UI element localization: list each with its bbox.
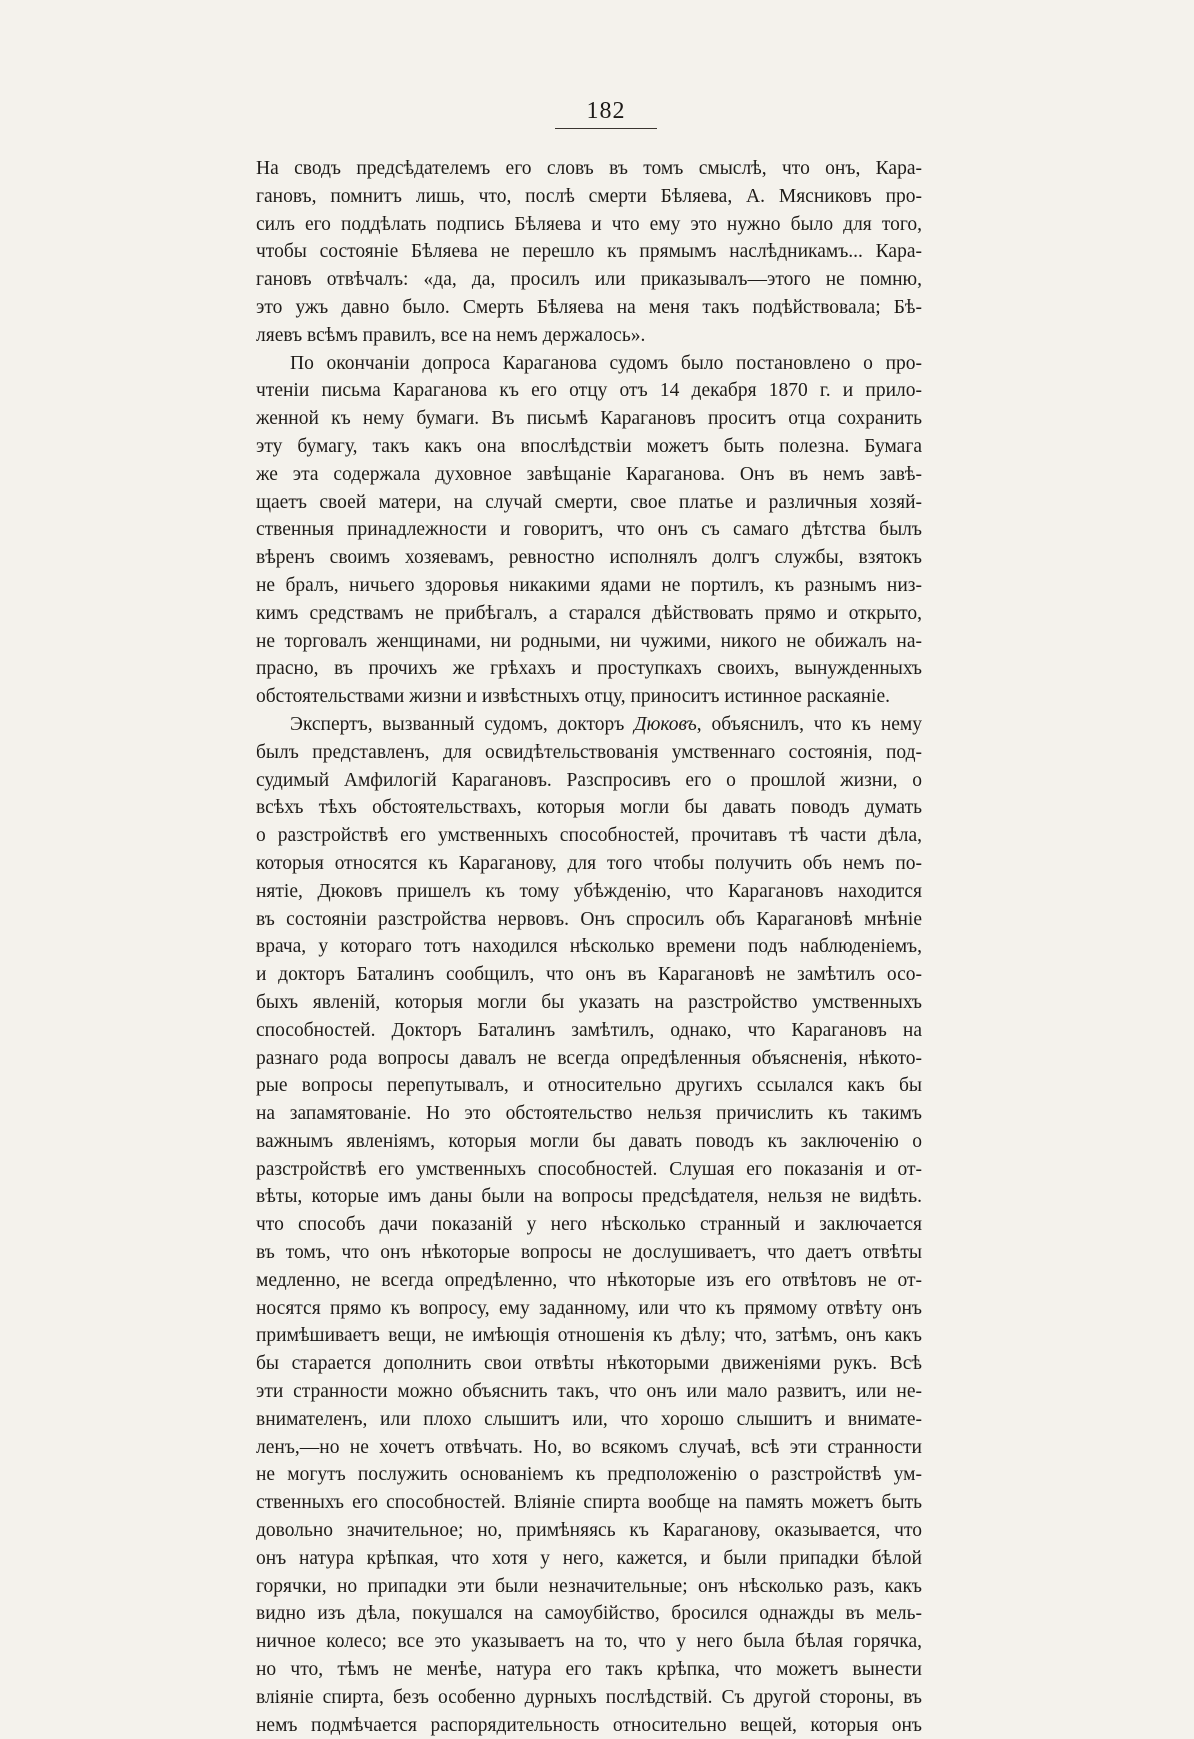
text-line: судимый Амфилогій Карагановъ. Разспросивъ его о прошлой жизни, о [256, 769, 922, 791]
text-line: довольно значительное; но, примѣняясь къ Караганову, оказывается, что [256, 1520, 922, 1542]
text-line: не торговалъ женщинами, ни родными, ни чужими, никого не обижалъ на- [256, 630, 922, 652]
text-line: прасно, въ прочихъ же грѣхахъ и проступкахъ своихъ, вынужденныхъ [256, 658, 922, 680]
text-line: о разстройствѣ его умственныхъ способностей, прочитавъ тѣ части дѣла, [256, 825, 922, 847]
text-line: ственныя принадлежности и говоритъ, что онъ съ самаго дѣтства былъ [256, 519, 922, 541]
text-line: на запамятованіе. Но это обстоятельство нельзя причислить къ такимъ [256, 1103, 922, 1125]
text-line: обстоятельствами жизни и извѣстныхъ отцу, приноситъ истинное раскаяніе. [256, 686, 890, 708]
text-line: важнымъ явленіямъ, которыя могли бы давать поводъ къ заключенію о [256, 1130, 922, 1152]
text-line: не бралъ, ничьего здоровья никакими ядами не портилъ, къ разнымъ низ- [256, 574, 922, 596]
italic-surname: Дюковъ [634, 713, 697, 735]
text-line: кимъ средствамъ не прибѣгалъ, а старался дѣйствовать прямо и открыто, [256, 602, 922, 624]
text-line: видно изъ дѣла, покушался на самоубійство, бросился однажды въ мель- [256, 1603, 922, 1625]
text-line: горячки, но припадки эти были незначительные; онъ нѣсколько разъ, какъ [256, 1575, 922, 1597]
text-line: же эта содержала духовное завѣщаніе Караганова. Онъ въ немъ завѣ- [256, 463, 922, 485]
text-line: По окончаніи допроса Караганова судомъ было постановлено о про- [290, 352, 922, 374]
text-line: вѣты, которые имъ даны были на вопросы предсѣдателя, нельзя не видѣть. [256, 1186, 922, 1208]
text-line: чтеніи письма Караганова къ его отцу отъ 14 декабря 1870 г. и прило- [256, 380, 922, 402]
text-line: На сводъ предсѣдателемъ его словъ въ томъ смыслѣ, что онъ, Кара- [256, 158, 922, 179]
text-line: чтобы состояніе Бѣляева не перешло къ прямымъ наслѣдникамъ... Кара- [256, 241, 922, 263]
text-line: въ состояніи разстройства нервовъ. Онъ спросилъ объ Карагановѣ мнѣніе [256, 908, 922, 930]
text-line: ленъ,—но не хочетъ отвѣчать. Но, во всякомъ случаѣ, всѣ эти странности [256, 1436, 922, 1458]
text-line: но что, тѣмъ не менѣе, натура его такъ крѣпка, что можетъ вынести [256, 1659, 922, 1681]
text-line: гановъ, помнитъ лишь, что, послѣ смерти Бѣляева, А. Мясниковъ про- [256, 185, 922, 207]
text-line: вліяніе спирта, безъ особенно дурныхъ послѣдствій. Съ другой стороны, въ [256, 1686, 922, 1708]
text-line: эти странности можно объяснить такъ, что онъ или мало развитъ, или не- [256, 1381, 922, 1403]
text-line: женной къ нему бумаги. Въ письмѣ Карагановъ проситъ отца сохранить [256, 408, 922, 430]
text-line: ничное колесо; все это указываетъ на то, что у него была бѣлая горячка, [256, 1631, 922, 1653]
text-line: онъ натура крѣпкая, что хотя у него, кажется, и были припадки бѣлой [256, 1547, 922, 1569]
text-line: внимателенъ, или плохо слышитъ или, что хорошо слышитъ и внимате- [256, 1408, 922, 1430]
text-line: ственныхъ его способностей. Вліяніе спирта вообще на память можетъ быть [256, 1492, 922, 1514]
text-line: вѣренъ своимъ хозяевамъ, ревностно исполнялъ долгъ службы, взятокъ [256, 547, 922, 569]
text-line: всѣхъ тѣхъ обстоятельствахъ, которыя могли бы давать поводъ думать [256, 797, 922, 819]
page-number-rule [555, 128, 657, 129]
text-line: врача, у котораго тотъ находился нѣсколько времени подъ наблюденіемъ, [256, 936, 922, 958]
text-line: носятся прямо къ вопросу, ему заданному, или что къ прямому отвѣту онъ [256, 1297, 922, 1319]
text-line: не могутъ послужить основаніемъ къ предположенію о разстройствѣ ум- [256, 1464, 922, 1486]
text-line: гановъ отвѣчалъ: «да, да, просилъ или приказывалъ—этого не помню, [256, 269, 922, 291]
text-line: рые вопросы перепутывалъ, и относительно другихъ ссылался какъ бы [256, 1075, 922, 1097]
text-line: былъ представленъ, для освидѣтельствованія умственнаго состоянія, под- [256, 741, 922, 763]
text-line: щаетъ своей матери, на случай смерти, свое платье и различныя хозяй- [256, 491, 922, 513]
text-line: эту бумагу, такъ какъ она впослѣдствіи можетъ быть полезна. Бумага [256, 435, 922, 457]
text-line: разнаго рода вопросы давалъ не всегда опредѣленныя объясненія, нѣкото- [256, 1047, 922, 1069]
text-line: примѣшиваетъ вещи, не имѣющія отношенія къ дѣлу; что, затѣмъ, онъ какъ [256, 1325, 922, 1347]
text-line: ляевъ всѣмъ правилъ, все на немъ держалось». [256, 324, 646, 346]
text-line: что способъ дачи показаній у него нѣсколько странный и заключается [256, 1214, 922, 1236]
text-line: медленно, не всегда опредѣленно, что нѣкоторые изъ его отвѣтовъ не от- [256, 1269, 922, 1291]
text-line: быхъ явленій, которыя могли бы указать на разстройство умственныхъ [256, 991, 922, 1013]
text-line: которыя относятся къ Караганову, для того чтобы получить объ немъ по- [256, 852, 922, 874]
text-column [256, 155, 922, 1739]
text-line: Экспертъ, вызванный судомъ, докторъ Дюковъ, объяснилъ, что къ нему [290, 713, 922, 735]
text-line: въ томъ, что онъ нѣкоторые вопросы не дослушиваетъ, что даетъ отвѣты [256, 1242, 922, 1264]
text-line: и докторъ Баталинъ сообщилъ, что онъ въ Карагановѣ не замѣтилъ осо- [256, 964, 922, 986]
text-line: силъ его поддѣлать подпись Бѣляева и что ему это нужно было для того, [256, 213, 922, 235]
text-line: бы старается дополнить свои отвѣты нѣкоторыми движеніями рукъ. Всѣ [256, 1353, 922, 1375]
text-line: разстройствѣ его умственныхъ способностей. Слушая его показанія и от- [256, 1158, 922, 1180]
text-line: это ужъ давно было. Смерть Бѣляева на меня такъ подѣйствовала; Бѣ- [256, 296, 922, 318]
text-line: способностей. Докторъ Баталинъ замѣтилъ, однако, что Карагановъ на [256, 1019, 922, 1041]
page-number: 182 [586, 98, 626, 124]
text-line: немъ подмѣчается распорядительность относительно вещей, которыя онъ [256, 1714, 922, 1736]
text-line: нятіе, Дюковъ пришелъ къ тому убѣжденію, что Карагановъ находится [256, 880, 922, 902]
